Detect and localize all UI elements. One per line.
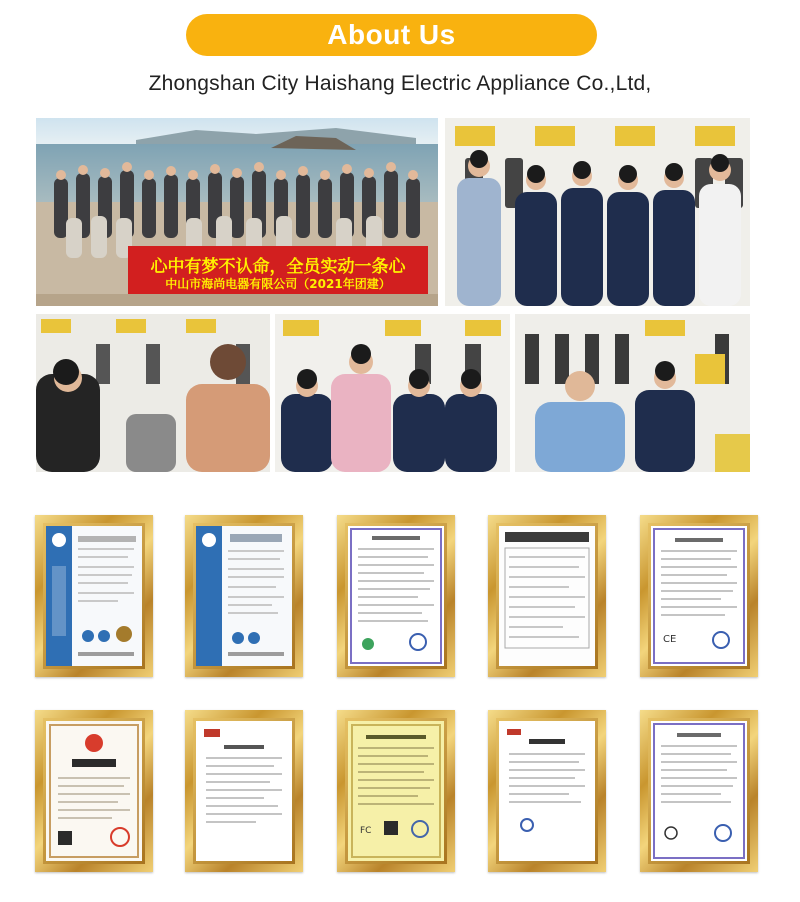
certificate-frame	[488, 710, 606, 872]
iso-9001-certificate-cn	[46, 526, 142, 666]
certificate-frame	[35, 710, 153, 872]
verification-certificate	[196, 721, 292, 861]
certificate-frame	[488, 515, 606, 677]
certificate-frame	[337, 710, 455, 872]
svg-text:CE: CE	[663, 634, 677, 645]
ce-certificate-1	[348, 526, 444, 666]
booth-visitor-photo-3	[515, 314, 750, 472]
test-report-1	[499, 526, 595, 666]
booth-visitor-photo-1	[36, 314, 270, 472]
ce-certificate-2	[651, 526, 747, 666]
svg-text:FC: FC	[360, 826, 372, 836]
certificate-frame	[640, 710, 758, 872]
team-banner-subtext: 中山市海尚电器有限公司（2021年团建）	[165, 277, 391, 291]
company-name: Zhongshan City Haishang Electric Appliance Co.,Ltd,	[148, 72, 652, 95]
fcc-verification-certificate	[348, 721, 444, 861]
exhibition-team-photo	[445, 118, 750, 306]
test-report-2	[499, 721, 595, 861]
certificate-frame	[337, 515, 455, 677]
certificate-frame	[35, 515, 153, 677]
ce-certificate-3	[651, 721, 747, 861]
certificate-frame	[185, 515, 303, 677]
booth-visitor-photo-2	[275, 314, 510, 472]
team-building-photo	[36, 118, 438, 306]
iso-9001-certificate-en	[196, 526, 292, 666]
banner-title: About Us	[327, 19, 456, 50]
team-banner-text: 心中有梦不认命，全员实动一条心	[150, 257, 406, 277]
certificate-frame	[640, 515, 758, 677]
certificate-frame	[185, 710, 303, 872]
about-us-banner	[186, 14, 597, 56]
business-license	[46, 721, 142, 861]
